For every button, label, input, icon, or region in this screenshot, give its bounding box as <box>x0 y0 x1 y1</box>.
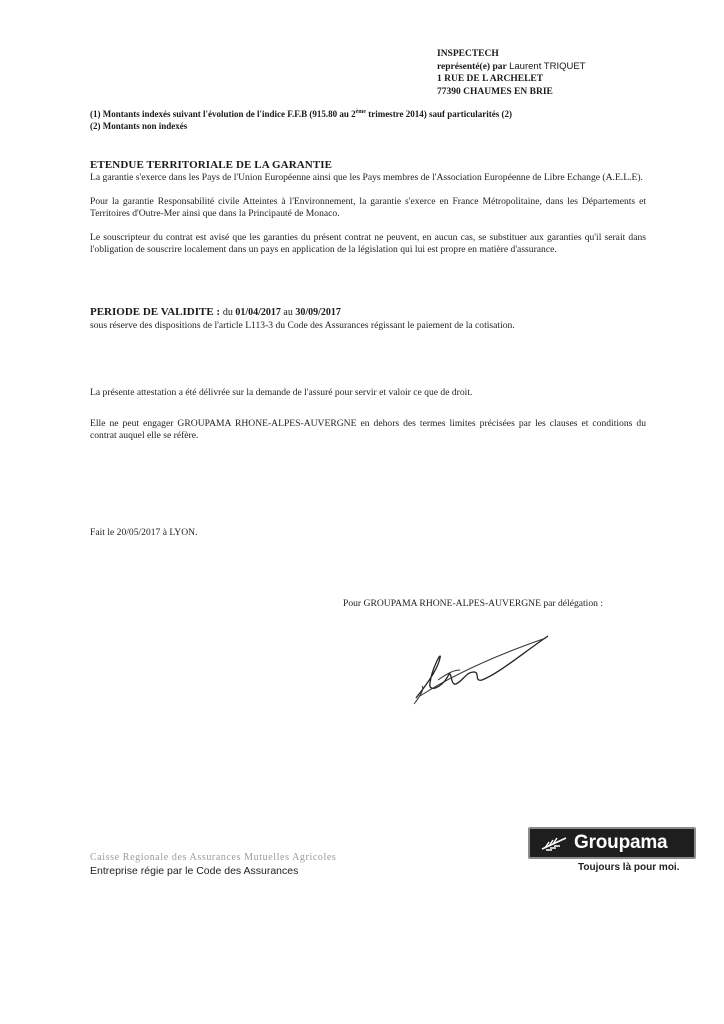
territory-paragraph-3: Le souscripteur du contrat est avisé que les garanties du présent contrat ne peuvent, en aucun cas, se substituer aux garanties qu'il serait dans l'obligation de souscrire localement dans un pays en application de la législation qui lui est propre en matière d'assurance. <box>90 232 646 255</box>
groupama-tagline: Toujours là pour moi. <box>578 862 680 873</box>
amount-notes <box>90 106 512 132</box>
company-name: INSPECTECH <box>437 49 499 59</box>
handwritten-signature <box>408 628 558 713</box>
footer-organization: Caisse Regionale des Assurances Mutuelles Agricoles <box>90 852 337 863</box>
note-1 <box>90 106 512 120</box>
groupama-wheat-icon <box>540 835 568 858</box>
address-street: 1 RUE DE L ARCHELET <box>437 74 544 84</box>
represented-name: Laurent TRIQUET <box>509 60 586 72</box>
footer-regulated: Entreprise régie par le Code des Assurances <box>90 865 299 877</box>
note-1-text: (1) Montants indexés suivant l'évolution de l'indice F.F.B (915.80 au 2 <box>90 109 356 119</box>
validity-note: sous réserve des dispositions de l'article L113-3 du Code des Assurances régissant le paiement de la cotisation. <box>90 320 515 331</box>
note-1-end: trimestre 2014) sauf particularités (2) <box>365 109 512 119</box>
validity-end-date: 30/09/2017 <box>295 307 341 318</box>
validity-label: PERIODE DE VALIDITE : <box>90 306 221 318</box>
note-1-sup: ème <box>355 109 366 115</box>
groupama-logo-text: Groupama <box>574 832 668 853</box>
validity-au: au <box>283 307 293 318</box>
recipient-address <box>437 48 586 98</box>
territory-heading: ETENDUE TERRITORIALE DE LA GARANTIE <box>90 159 333 171</box>
territory-paragraph-1: La garantie s'exerce dans les Pays de l'Union Européenne ainsi que les Pays membres de l'Association Européenne de Libre Echange (A.E.L.E). <box>90 172 643 183</box>
represented-prefix: représenté(e) par <box>437 61 507 72</box>
note-2: (2) Montants non indexés <box>90 121 188 131</box>
territory-paragraph-2: Pour la garantie Responsabilité civile Atteintes à l'Environnement, la garantie s'exerce en France Métropolitaine, dans les Départements et Territoires d'Outre-Mer ainsi que dans la Principauté de Monaco. <box>90 196 646 219</box>
groupama-logo <box>528 827 696 859</box>
represented-by <box>437 61 586 74</box>
address-city: 77390 CHAUMES EN BRIE <box>437 86 553 97</box>
validity-dates <box>223 307 341 318</box>
engagement-paragraph: Elle ne peut engager GROUPAMA RHONE-ALPES-AUVERGNE en dehors des termes limites précisées par les clauses et conditions du contrat auquel elle se réfère. <box>90 418 646 441</box>
signature-line: Pour GROUPAMA RHONE-ALPES-AUVERGNE par délégation : <box>343 598 603 609</box>
validity-du: du <box>222 307 233 318</box>
validity-start-date: 01/04/2017 <box>235 307 281 318</box>
validity-period <box>90 306 341 318</box>
made-at-line: Fait le 20/05/2017 à LYON. <box>90 527 198 538</box>
attestation-paragraph: La présente attestation a été délivrée sur la demande de l'assuré pour servir et valoir ce que de droit. <box>90 387 473 398</box>
